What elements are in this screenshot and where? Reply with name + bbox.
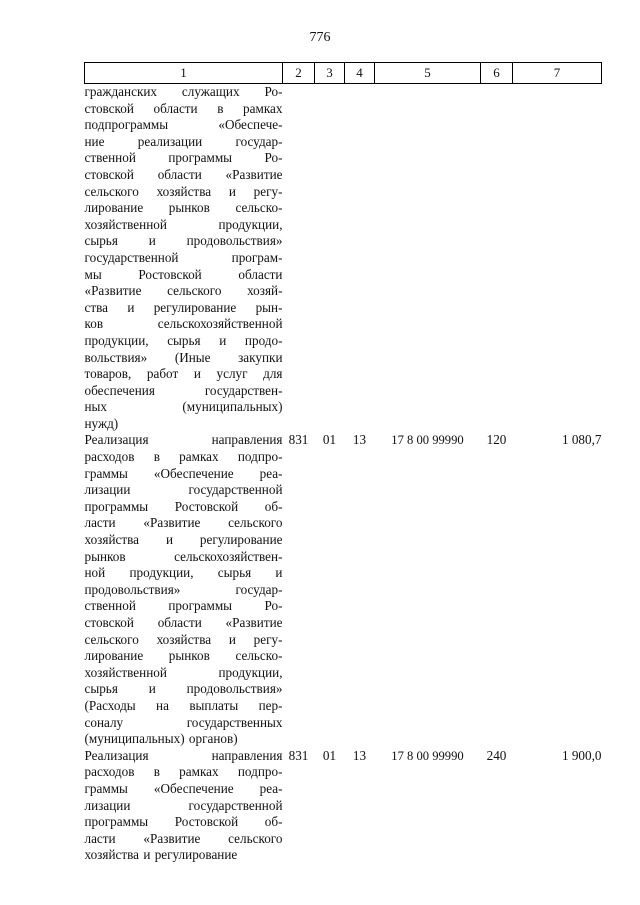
description-line: подпрограммы «Обеспече-	[84, 117, 283, 133]
description-line: сельского хозяйства и регу-	[84, 183, 283, 199]
description-line: программы Ростовской об-	[84, 814, 283, 830]
table-row	[85, 748, 602, 864]
section-code-cell: 01	[322, 747, 337, 763]
description-line: обеспечения государствен-	[84, 382, 283, 398]
description-line: ласти «Развитие сельского	[84, 515, 283, 531]
description-line: ственной программы Ро-	[84, 598, 283, 614]
header-col-1: 1	[85, 63, 283, 84]
description-line: сырья и продовольствия»	[84, 233, 283, 249]
description-line: ласти «Развитие сельского	[84, 830, 283, 846]
section-code-cell	[315, 84, 345, 433]
target-article-cell: 17 8 00 99990	[391, 748, 464, 763]
description-line: (Расходы на выплаты пер-	[84, 697, 283, 713]
description-line: «Развитие сельского хозяй-	[84, 283, 283, 299]
description-line: вольствия» (Иные закупки	[84, 349, 283, 365]
description-line: товаров, работ и услуг для	[84, 366, 283, 382]
amount-cell: 1 900,0	[561, 747, 602, 763]
description-line: граммы «Обеспечение реа-	[84, 780, 283, 796]
description-line: лизации государственной	[84, 482, 283, 498]
description-line: программы Ростовской об-	[84, 498, 283, 514]
expense-type-cell	[481, 84, 513, 433]
admin-code-cell	[283, 84, 315, 433]
description-line: Реализация направления	[84, 432, 283, 448]
row-description	[85, 84, 283, 433]
description-line: лирование рынков сельско-	[84, 200, 283, 216]
table-row	[85, 432, 602, 747]
section-code-cell: 01	[322, 432, 337, 448]
subsection-code-cell	[345, 84, 375, 433]
admin-code-cell: 831	[288, 432, 309, 448]
table-header-row	[85, 63, 602, 84]
description-line: ственной программы Ро-	[84, 150, 283, 166]
description-line: государственной програм-	[84, 249, 283, 265]
description-line: (муниципальных) органов)	[84, 731, 238, 747]
description-line: хозяйства и регулирование	[84, 532, 283, 548]
description-line: лизации государственной	[84, 797, 283, 813]
description-line: ние реализации государ-	[84, 133, 283, 149]
description-line: нужд)	[84, 415, 119, 431]
budget-table	[84, 62, 602, 864]
header-col-6: 6	[481, 63, 513, 84]
header-col-7: 7	[513, 63, 602, 84]
description-line: рынков сельскохозяйствен-	[84, 548, 283, 564]
amount-cell: 1 080,7	[561, 432, 602, 448]
header-col-4: 4	[345, 63, 375, 84]
description-line: стовской области «Развитие	[84, 166, 283, 182]
description-line: Реализация направления	[84, 747, 283, 763]
description-line: хозяйства и регулирование	[84, 847, 238, 863]
description-line: ной продукции, сырья и	[84, 565, 283, 581]
description-line: хозяйственной продукции,	[84, 664, 283, 680]
row-description	[85, 432, 283, 747]
description-line: продукции, сырья и продо-	[84, 332, 283, 348]
description-line: граммы «Обеспечение реа-	[84, 465, 283, 481]
expense-type-cell: 120	[486, 432, 507, 448]
row-description	[85, 748, 283, 864]
description-line: соналу государственных	[84, 714, 283, 730]
description-line: сырья и продовольствия»	[84, 681, 283, 697]
target-article-cell: 17 8 00 99990	[391, 433, 464, 448]
description-line: расходов в рамках подпро-	[84, 449, 283, 465]
description-line: продовольствия» государ-	[84, 581, 283, 597]
description-line: хозяйственной продукции,	[84, 216, 283, 232]
subsection-code-cell: 13	[352, 747, 367, 763]
header-col-5: 5	[375, 63, 481, 84]
description-line: ных (муниципальных)	[84, 399, 283, 415]
header-col-3: 3	[315, 63, 345, 84]
description-line: лирование рынков сельско-	[84, 648, 283, 664]
description-line: сельского хозяйства и регу-	[84, 631, 283, 647]
subsection-code-cell: 13	[352, 432, 367, 448]
page-number: 776	[309, 30, 331, 45]
admin-code-cell: 831	[288, 747, 309, 763]
target-article-cell	[375, 84, 481, 433]
description-line: ков сельскохозяйственной	[84, 316, 283, 332]
description-line: расходов в рамках подпро-	[84, 764, 283, 780]
amount-cell	[513, 84, 602, 433]
expense-type-cell: 240	[486, 747, 507, 763]
header-col-2: 2	[283, 63, 315, 84]
description-line: стовской области в рамках	[84, 100, 283, 116]
description-line: стовской области «Развитие	[84, 615, 283, 630]
description-line: гражданских служащих Ро-	[84, 84, 283, 99]
table-row	[85, 84, 602, 433]
description-line: мы Ростовской области	[84, 266, 283, 282]
description-line: ства и регулирование рын-	[84, 299, 283, 315]
